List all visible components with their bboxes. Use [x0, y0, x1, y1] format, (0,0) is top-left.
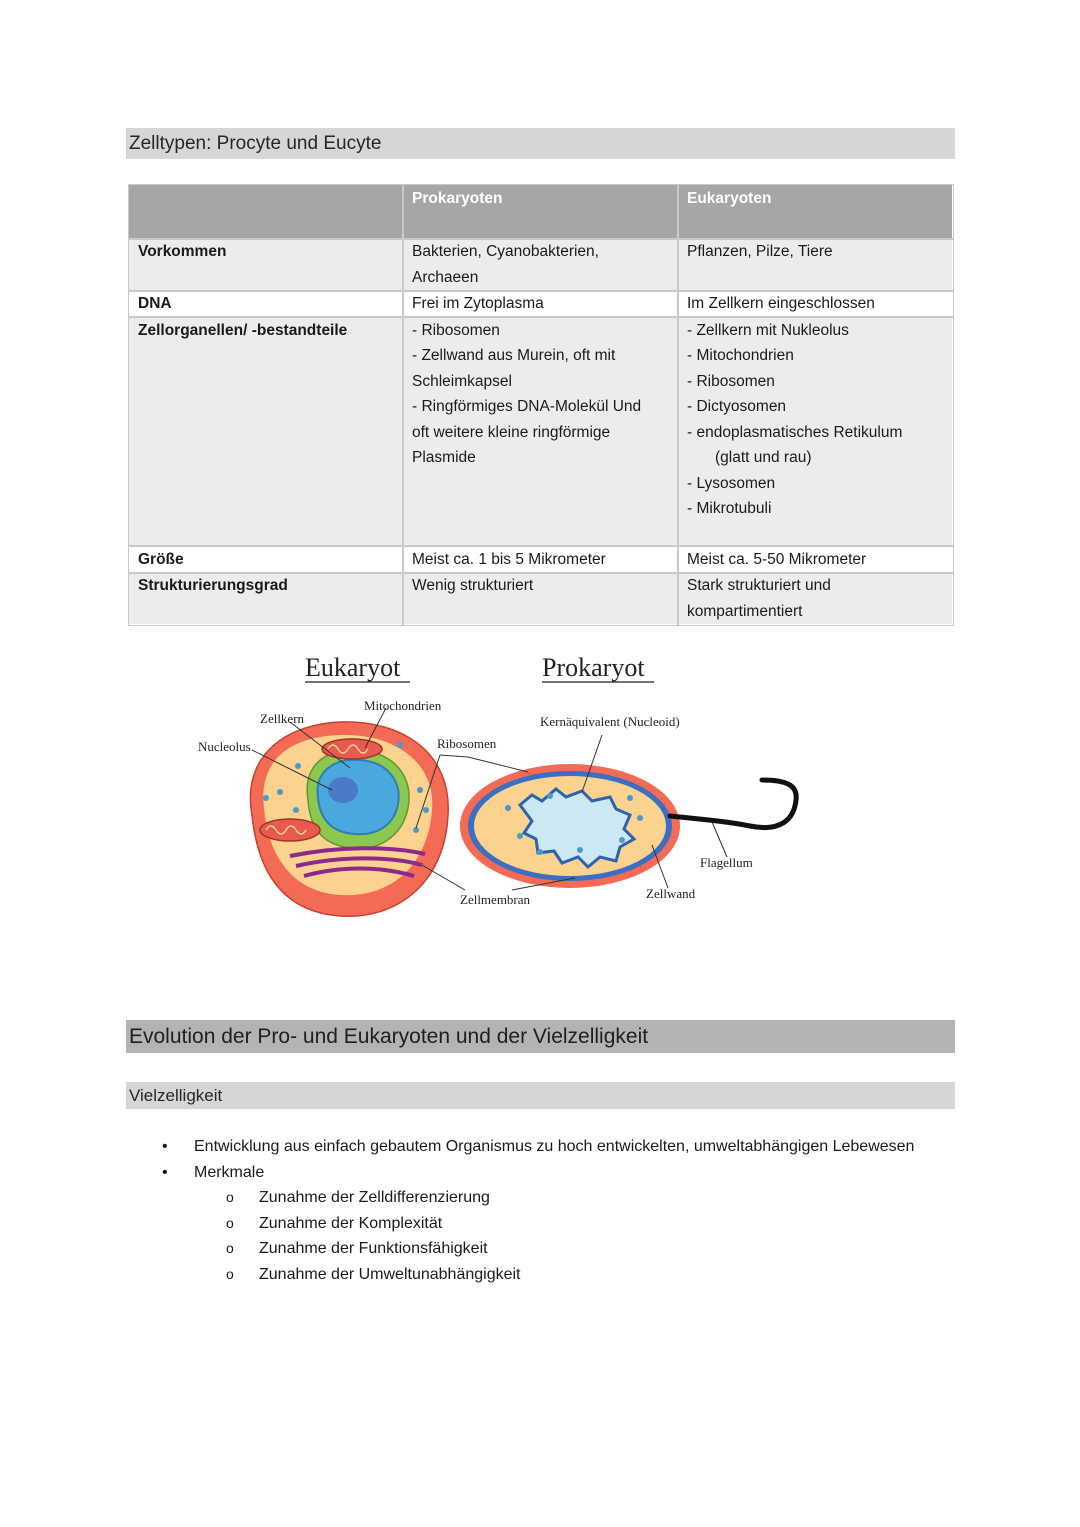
cell-eu [678, 317, 953, 546]
cell-line: oft weitere kleine ringförmige [412, 423, 611, 441]
cell-line: - Ribosomen [687, 372, 775, 390]
list-item-text: Merkmale [194, 1163, 265, 1181]
cell-line: - Dictyosomen [687, 398, 787, 415]
cell-line: - Zellwand aus Murein, oft mit [412, 347, 616, 364]
sub-list-item [194, 1185, 914, 1211]
circle-bullet-icon: o [226, 1214, 234, 1231]
cell-pro [403, 239, 678, 291]
cell-line: Wenig strukturiert [412, 577, 534, 594]
cell-eu [678, 546, 953, 573]
table-row [129, 239, 953, 291]
section-heading-zelltypen: Zelltypen: Procyte und Eucyte [126, 128, 955, 159]
title-prokaryot: Prokaryot [542, 653, 645, 682]
row-key: Größe [129, 546, 403, 573]
label-flagellum: Flagellum [700, 855, 753, 870]
list-item [150, 1160, 914, 1288]
cell-eu [678, 239, 953, 291]
cell-line: - Ringförmiges DNA-Molekül Und [412, 398, 642, 415]
label-nucleoid: Kernäquivalent (Nucleoid) [540, 714, 680, 729]
cell-line: Archaeen [412, 268, 479, 286]
sub-item-text: Zunahme der Komplexität [259, 1214, 443, 1232]
sub-item-text: Zunahme der Zelldifferenzierung [259, 1189, 490, 1206]
sub-list-item [194, 1236, 914, 1262]
row-key: Vorkommen [129, 239, 403, 291]
header-cell-eukaryoten: Eukaryoten [678, 185, 953, 239]
header-cell [129, 185, 403, 239]
label-nucleolus: Nucleolus [198, 739, 251, 754]
title-eukaryot: Eukaryot [305, 653, 401, 682]
cell-pro [403, 291, 678, 318]
section-heading-vielzelligkeit: Vielzelligkeit [126, 1082, 955, 1109]
table-row [129, 546, 953, 573]
cell-line: Stark strukturiert und [687, 577, 831, 594]
cell-line: kompartimentiert [687, 602, 803, 620]
table-row [129, 317, 953, 546]
sub-list-item [194, 1211, 914, 1237]
row-key: Strukturierungsgrad [129, 573, 403, 625]
cell-diagram [190, 640, 830, 930]
bullet-icon: • [162, 1138, 168, 1155]
bullet-icon: • [162, 1163, 168, 1181]
sub-list-item [194, 1262, 914, 1288]
table-header-row [129, 185, 953, 239]
list-item-text: Entwicklung aus einfach gebautem Organismus zu hoch entwickelten, umweltabhängigen Lebewesen [194, 1138, 915, 1155]
nucleolus-shape [328, 777, 358, 803]
cell-line: Frei im Zytoplasma [412, 295, 544, 312]
row-key: DNA [129, 291, 403, 318]
cell-line: - Mitochondrien [687, 347, 794, 364]
sub-item-text: Zunahme der Umweltunabhängigkeit [259, 1265, 521, 1283]
cell-eu [678, 573, 953, 625]
cell-eu [678, 291, 953, 318]
label-zellmembran: Zellmembran [460, 892, 531, 907]
cell-line: - endoplasmatisches Retikulum [687, 423, 903, 441]
circle-bullet-icon: o [226, 1189, 234, 1205]
circle-bullet-icon: o [226, 1265, 234, 1282]
header-cell-prokaryoten: Prokaryoten [403, 185, 678, 239]
cell-pro [403, 546, 678, 573]
sub-item-text: Zunahme der Funktionsfähigkeit [259, 1240, 488, 1257]
cell-line: Pflanzen, Pilze, Tiere [687, 243, 833, 260]
cell-pro [403, 317, 678, 546]
label-zellwand: Zellwand [646, 886, 696, 901]
cell-pro [403, 573, 678, 625]
cell-line: Schleimkapsel [412, 372, 512, 390]
cell-line: - Lysosomen [687, 474, 776, 492]
cell-line: - Ribosomen [412, 321, 500, 339]
section-heading-evolution: Evolution der Pro- und Eukaryoten und der Vielzelligkeit [126, 1020, 955, 1053]
cell-line: Meist ca. 1 bis 5 Mikrometer [412, 550, 606, 568]
label-zellkern: Zellkern [260, 711, 305, 726]
bullet-list [150, 1134, 914, 1287]
row-key: Zellorganellen/ -bestandteile [129, 317, 403, 546]
cell-line: (glatt und rau) [715, 449, 812, 466]
cell-line: Bakterien, Cyanobakterien, [412, 243, 599, 260]
cell-line: Im Zellkern eingeschlossen [687, 295, 875, 312]
circle-bullet-icon: o [226, 1240, 234, 1256]
cell-line: - Mikrotubuli [687, 500, 772, 517]
sub-list [194, 1185, 914, 1287]
list-item [150, 1134, 914, 1160]
table-row [129, 291, 953, 318]
cell-line: Plasmide [412, 449, 476, 466]
label-ribosomen: Ribosomen [437, 736, 497, 751]
cell-line: - Zellkern mit Nukleolus [687, 321, 849, 339]
table-row [129, 573, 953, 625]
comparison-table [128, 184, 953, 625]
cell-line: Meist ca. 5-50 Mikrometer [687, 550, 867, 568]
label-mitochondrien: Mitochondrien [364, 698, 442, 713]
